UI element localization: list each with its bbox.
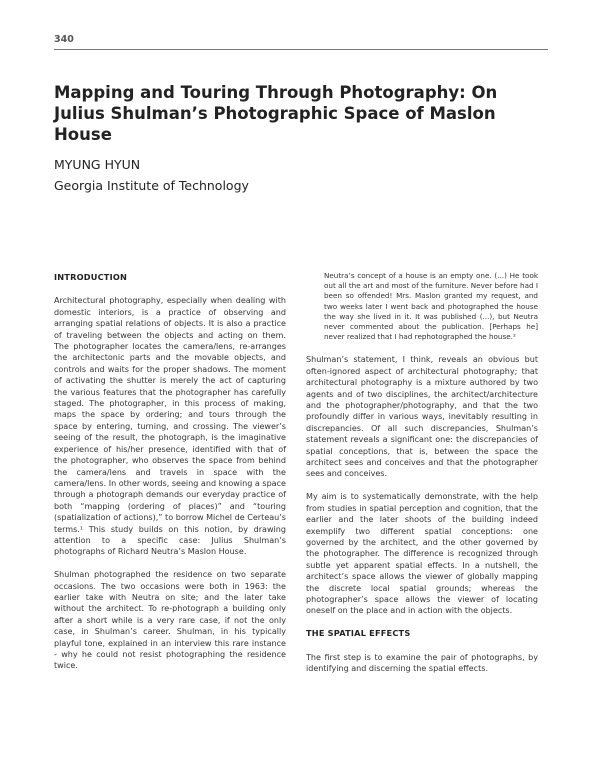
right-column <box>306 271 538 686</box>
body-paragraph-1: Shulman’s statement, I think, reveals an obvious but often-ignored aspect of architectural photography; that architectural photography is a mixture authored by two agents and of two disciplines, the architect/architecture and the photographer/photography, and that the two profoundly differ in various ways, inevitably resulting in discrepancies. Of all such discrepancies, Shulman’s statement reveals a significant one: the discrepancies of spatial conceptions, that is, between the space the architect sees and conceives and that the photographer sees and conceives. <box>306 355 538 479</box>
left-column <box>54 272 286 683</box>
intro-paragraph-1: Architectural photography, especially when dealing with domestic interiors, is a practice of observing and arranging spatial relations of objects. It is also a practice of traveling between the objects and acting on them. The photographer locates the camera/lens, re-arranges the architectonic parts and the movable objects, and controls and waits for the proper shadows. The moment of activating the shutter is merely the act of capturing the various features that the photographer has carefully staged. The photographer, in this process of making, maps the space by ordering; and tours through the space by entering, turning, and crossing. The viewer’s seeing of the result, the photograph, is the imaginative experience of his/her presence, identified with that of the photographer, who observes the space from behind the camera/lens and travels in space with the camera/lens. In other words, seeing and knowing a space through a photograph demands our everyday practice of both “mapping (ordering of places)” and “touring (spatialization of actions),” to borrow Michel de Certeau’s terms.¹ This study builds on this notion, by drawing attention to a specific case: Julius Shulman’s photographs of Richard Neutra’s Maslon House. <box>54 296 286 557</box>
author-name: MYUNG HYUN <box>54 157 141 172</box>
body-paragraph-2: My aim is to systematically demonstrate, with the help from studies in spatial perception and cognition, that the earlier and the later shoots of the building indeed exemplify two different spatial conceptions: one governed by the architect, and the other governed by the photographer. The difference is recognized through subtle yet apparent spatial effects. In a nutshell, the architect’s space allows the viewer of globally mapping the discrete local spatial grounds; whereas the photographer’s space allows the viewer of locating oneself on the place and in action with the objects. <box>306 492 538 616</box>
section-heading-introduction: INTRODUCTION <box>54 272 128 282</box>
page-number: 340 <box>54 34 74 45</box>
article-title: Mapping and Touring Through Photography: On Julius Shulman’s Photographic Space of Maslon House <box>54 83 498 144</box>
body-paragraph-3: The first step is to examine the pair of photographs, by identifying and discerning the spatial effects. <box>306 652 538 673</box>
author-affiliation: Georgia Institute of Technology <box>54 178 249 193</box>
section-heading-spatial-effects: THE SPATIAL EFFECTS <box>306 628 411 639</box>
header-rule <box>54 49 548 50</box>
block-quote: Neutra’s concept of a house is an empty one. (...) He took out all the art and most of the furniture. Never before had I been so offended! Mrs. Maslon granted my request, and two weeks later I went back and photographed the house the way she lived in it. It was published (...), but Neutra never commented about the publication. [Perhaps he] never realized that I had rephotographed the house.² <box>324 271 538 342</box>
intro-paragraph-2: Shulman photographed the residence on two separate occasions. The two occasions were both in 1963: the earlier take with Neutra on site; and the later take without the architect. To re-photograph a building only after a short while is a very rare case, if not the only case, in Shulman’s career. Shulman, in his typically playful tone, explained in an interview this rare instance - why he could not resist photographing the residence twice. <box>54 570 286 671</box>
